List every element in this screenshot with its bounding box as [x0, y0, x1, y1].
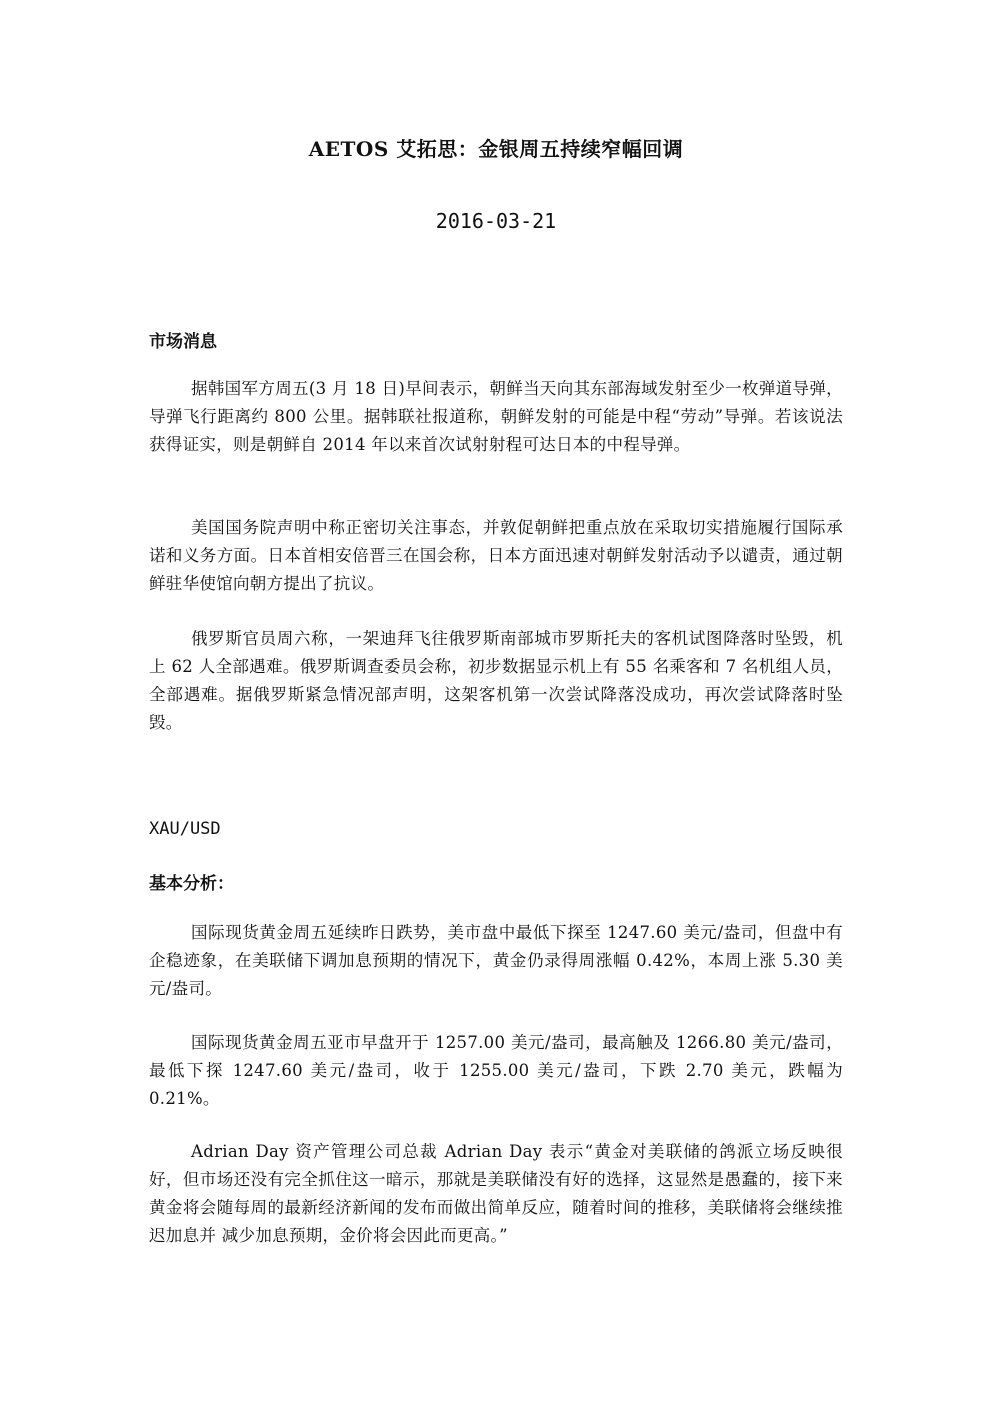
document-date: 2016-03-21	[435, 209, 557, 233]
analysis-paragraph: Adrian Day 资产管理公司总裁 Adrian Day 表示“黄金对美联储的鸽派立场反映很好，但市场还没有完全抓住这一暗示，那就是美联储没有好的选择，这显然是愚蠢的，接下来黄金将会随每周的最新经济新闻的发布而做出简单反应，随着时间的推移，美联储将会继续推迟加息并 减少加息预期，金价将会因此而更高。”	[149, 1142, 843, 1245]
basic-analysis-heading: 基本分析：	[149, 874, 234, 894]
analysis-paragraph: 国际现货黄金周五亚市早盘开于 1257.00 美元/盎司，最高触及 1266.80 美元/盎司，最低下探 1247.60 美元/盎司，收于 1255.00 美元/盎司，下跌 2.70 美元，跌幅为 0.21%。	[149, 1033, 843, 1108]
document-title: AETOS 艾拓思：金银周五持续窄幅回调	[308, 137, 684, 161]
news-paragraph: 美国国务院声明中称正密切关注事态，并敦促朝鲜把重点放在采取切实措施履行国际承诺和义务方面。日本首相安倍晋三在国会称，日本方面迅速对朝鲜发射活动予以谴责，通过朝鲜驻华使馆向朝方提出了抗议。	[149, 518, 843, 593]
symbol-heading: XAU/USD	[149, 819, 221, 839]
market-news-heading: 市场消息	[149, 332, 217, 352]
news-paragraph: 据韩国军方周五(3 月 18 日)早间表示，朝鲜当天向其东部海域发射至少一枚弹道导弹，导弹飞行距离约 800 公里。据韩联社报道称，朝鲜发射的可能是中程“劳动”导弹。若该说法获得证实，则是朝鲜自 2014 年以来首次试射射程可达日本的中程导弹。	[149, 379, 843, 454]
news-paragraph: 俄罗斯官员周六称，一架迪拜飞往俄罗斯南部城市罗斯托夫的客机试图降落时坠毁，机上 62 人全部遇难。俄罗斯调查委员会称，初步数据显示机上有 55 名乘客和 7 名机组人员，全部遇难。据俄罗斯紧急情况部声明，这架客机第一次尝试降落没成功，再次尝试降落时坠毁。	[149, 629, 843, 732]
analysis-paragraph: 国际现货黄金周五延续昨日跌势，美市盘中最低下探至 1247.60 美元/盎司，但盘中有企稳迹象，在美联储下调加息预期的情况下，黄金仍录得周涨幅 0.42%，本周上涨 5.30 美元/盎司。	[149, 923, 843, 998]
